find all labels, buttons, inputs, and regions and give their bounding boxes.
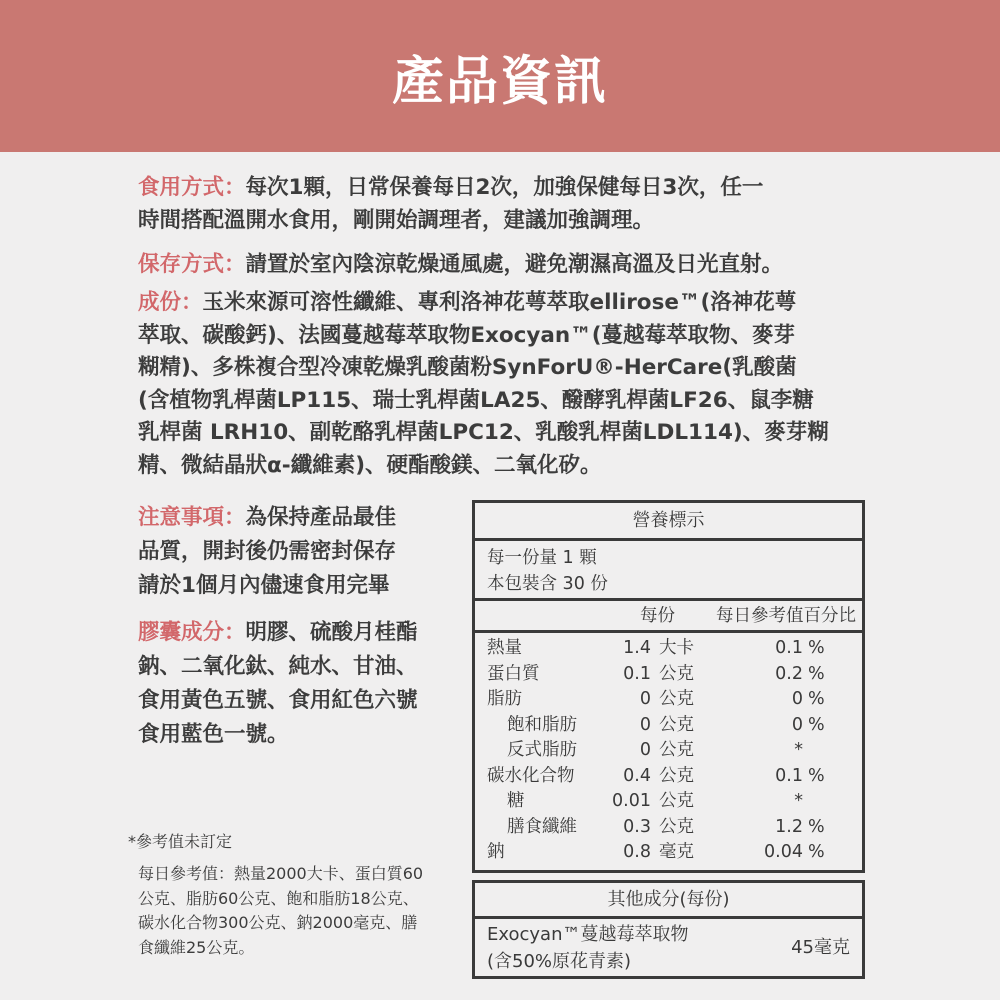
nutrition-row (475, 840, 862, 866)
line-text: 食纖維25公克。 (138, 937, 255, 957)
text-line (138, 249, 878, 282)
usage-section (138, 172, 878, 237)
text-line (138, 385, 878, 418)
nutrient-unit: 公克 (659, 791, 694, 811)
other-name-2: (含50%原花青素) (487, 950, 632, 972)
text-line (138, 887, 423, 912)
text-line (138, 501, 458, 535)
line-text: 食用黃色五號、食用紅色六號 (138, 688, 418, 713)
storage-section (138, 249, 878, 282)
nutrient-name: 脂肪 (487, 689, 522, 709)
nutrient-value: 0.8 (623, 842, 651, 862)
section-label: 食用方式： (138, 175, 246, 200)
text-line (138, 911, 423, 936)
nutrient-daily-pct: 0 (791, 689, 803, 709)
text-line (138, 352, 878, 385)
line-text: 時間搭配溫開水食用，剛開始調理者，建議加強調理。 (138, 207, 655, 233)
nutrition-row (475, 713, 862, 739)
nutrient-value: 0 (639, 689, 651, 709)
nutrient-daily-pct: 0 (791, 714, 803, 735)
pct-unit: % (808, 689, 825, 709)
nutrient-name: 熱量 (487, 638, 522, 658)
line-text: 明膠、硫酸月桂酯 (245, 620, 418, 645)
line-text: 乳桿菌 LRH10、副乾酪乳桿菌LPC12、乳酸乳桿菌LDL114)、麥芽糊 (138, 420, 829, 445)
page-header (0, 0, 1000, 152)
line-text: (含植物乳桿菌LP115、瑞士乳桿菌LA25、醱酵乳桿菌LF26、鼠李糖 (138, 387, 814, 413)
pct-unit: % (808, 816, 825, 837)
ingredients-section (138, 287, 878, 482)
line-text: 食用藍色一號。 (138, 722, 289, 747)
text-line (138, 616, 458, 650)
other-row (475, 919, 862, 978)
serving-size: 每一份量 1 顆 (487, 548, 597, 568)
nutrient-name: 糖 (507, 791, 525, 811)
other-ingredients-table (472, 880, 865, 979)
nutrient-daily-pct: 0.1 (775, 638, 803, 658)
nutrient-name: 膳食纖維 (507, 816, 577, 837)
text-line (138, 205, 878, 238)
line-text: 玉米來源可溶性纖維、專利洛神花萼萃取ellirose™(洛神花萼 (202, 290, 797, 315)
line-text: 公克、脂肪60公克、飽和脂肪18公克、 (138, 888, 419, 908)
capsule-section (138, 616, 458, 752)
nutrient-name: 飽和脂肪 (507, 714, 577, 735)
text-line (138, 450, 878, 483)
nutrition-row (475, 789, 862, 815)
nutrition-header (475, 601, 862, 633)
nutrient-daily-pct: * (794, 740, 803, 760)
section-label: 成份： (138, 290, 203, 315)
nutrient-daily-pct: * (794, 791, 803, 811)
nutrition-row (475, 815, 862, 841)
nutrition-row (475, 764, 862, 790)
nutrient-name: 蛋白質 (487, 663, 540, 684)
pct-unit: % (808, 842, 825, 862)
other-name-1: Exocyan™蔓越莓萃取物 (487, 924, 689, 945)
pct-unit: % (808, 663, 825, 684)
nutrient-value: 1.4 (623, 638, 651, 658)
nutrient-value: 0 (639, 740, 651, 760)
text-line (138, 535, 458, 569)
line-text: 請置於室內陰涼乾燥通風處，避免潮濕高溫及日光直射。 (245, 252, 784, 277)
line-text: 品質，開封後仍需密封保存 (138, 539, 397, 564)
page-title: 產品資訊 (391, 51, 608, 112)
nutrition-row (475, 687, 862, 713)
text-line (138, 287, 878, 320)
line-text: 請於1個月內儘速食用完畢 (138, 573, 390, 598)
nutrient-unit: 大卡 (659, 638, 694, 658)
nutrient-unit: 公克 (659, 816, 694, 837)
daily-reference (138, 862, 423, 960)
col-per-serving: 每份 (640, 606, 675, 626)
line-text: 精、微結晶狀α-纖維素)、硬酯酸鎂、二氧化矽。 (138, 452, 602, 478)
nutrient-unit: 毫克 (659, 842, 694, 862)
nutrient-value: 0.4 (623, 765, 651, 786)
nutrient-daily-pct: 0.2 (775, 663, 803, 684)
nutrition-title: 營養標示 (475, 503, 862, 541)
line-text: 糊精)、多株複合型冷凍乾燥乳酸菌粉SynForU®-HerCare(乳酸菌 (138, 355, 797, 380)
nutrient-daily-pct: 1.2 (775, 816, 803, 837)
text-line (138, 936, 423, 961)
line-text: 每日參考值：熱量2000大卡、蛋白質60 (138, 864, 424, 883)
caution-section (138, 501, 458, 603)
text-line (138, 569, 458, 603)
nutrient-value: 0 (639, 714, 651, 735)
nutrient-value: 0.01 (612, 791, 651, 811)
nutrient-unit: 公克 (659, 689, 694, 709)
nutrition-rows (475, 633, 862, 870)
other-title: 其他成分(每份) (475, 883, 862, 919)
footnote: *參考值未訂定 (128, 832, 233, 851)
serving-info (475, 541, 862, 601)
nutrient-unit: 公克 (659, 765, 694, 786)
line-text: 碳水化合物300公克、鈉2000毫克、膳 (138, 913, 418, 932)
nutrient-value: 0.3 (623, 816, 651, 837)
nutrient-unit: 公克 (659, 740, 694, 760)
nutrient-daily-pct: 0.04 (764, 842, 803, 862)
other-amount: 45毫克 (791, 937, 850, 958)
nutrition-table (472, 500, 865, 873)
pct-unit: % (808, 638, 825, 658)
section-label: 保存方式： (138, 252, 246, 277)
servings-per-pack: 本包裝含 30 份 (487, 574, 608, 594)
line-text: 每次1顆，日常保養每日2次，加強保健每日3次，任一 (245, 175, 764, 200)
line-text: 鈉、二氧化鈦、純水、甘油、 (138, 654, 418, 679)
nutrient-name: 反式脂肪 (507, 740, 577, 760)
nutrient-value: 0.1 (623, 663, 651, 684)
nutrient-unit: 公克 (659, 714, 694, 735)
text-line (138, 650, 458, 684)
nutrition-row (475, 636, 862, 662)
line-text: 為保持產品最佳 (245, 505, 397, 530)
text-line (138, 417, 878, 450)
nutrient-unit: 公克 (659, 663, 694, 684)
nutrition-row (475, 738, 862, 764)
section-label: 注意事項： (138, 505, 246, 530)
text-line (138, 718, 458, 752)
nutrient-name: 碳水化合物 (487, 765, 575, 786)
text-line (138, 172, 878, 205)
text-line (138, 684, 458, 718)
line-text: 萃取、碳酸鈣)、法國蔓越莓萃取物Exocyan™(蔓越莓萃取物、麥芽 (138, 322, 796, 348)
text-line (138, 862, 423, 887)
text-line (138, 320, 878, 353)
pct-unit: % (808, 714, 825, 735)
section-label: 膠囊成分： (138, 620, 246, 645)
nutrient-name: 鈉 (487, 842, 505, 862)
nutrient-daily-pct: 0.1 (775, 765, 803, 786)
pct-unit: % (808, 765, 825, 786)
nutrition-row (475, 662, 862, 688)
col-daily-pct: 每日參考值百分比 (716, 606, 856, 626)
